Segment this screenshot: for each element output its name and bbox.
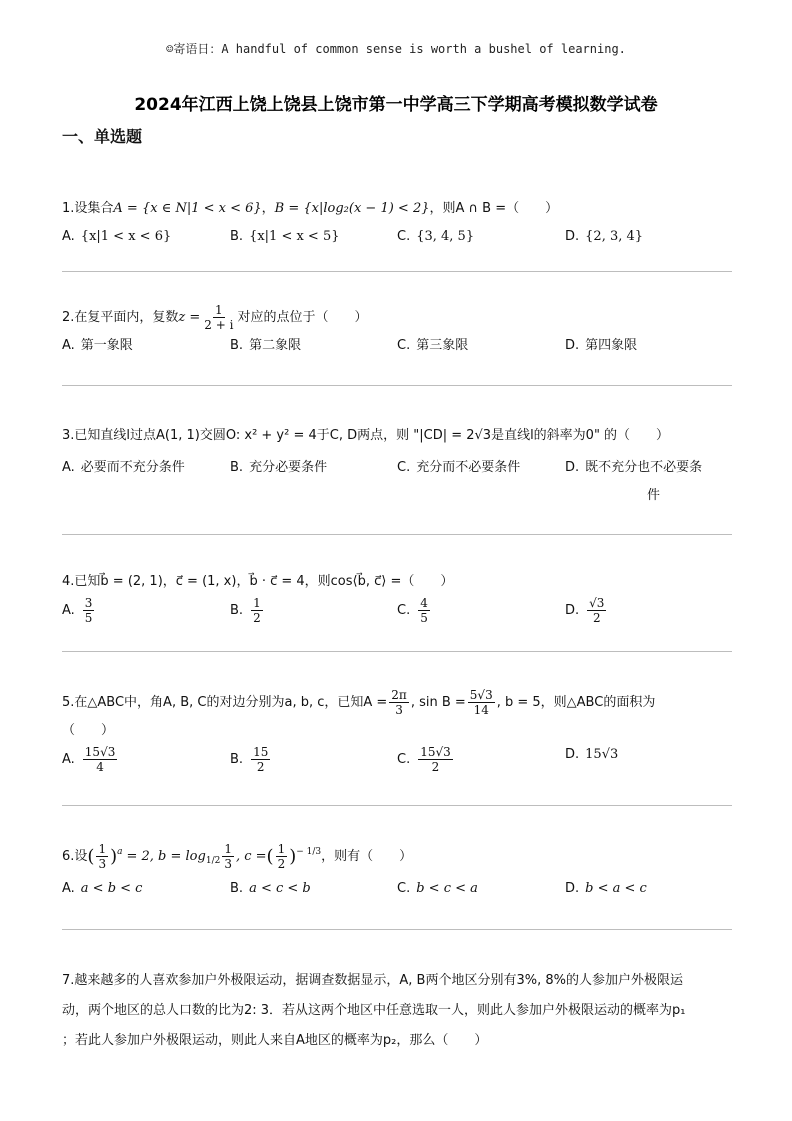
question-6-stem: 6.设 ( $\frac{1}{3}$ ) $^a$ = 2, b = log $_{1/2}$ $\frac{1}{3}$ , c = ( $\frac{1}{2}$ ) $^{- 1/3}$ ，则有（ ） <box>62 842 413 871</box>
option-d[interactable]: D. 15√3 <box>565 747 619 762</box>
question-1-stem: 1.设集合A = {x ∈ N|1 < x < 6}，B = {x|log₂(x − 1) < 2}，则A ∩ B =（ ） <box>62 201 559 216</box>
page-title: 2024年江西上饶上饶县上饶市第一中学高三下学期高考模拟数学试卷 <box>134 95 658 115</box>
option-b[interactable]: B. $\frac{1}{2}$ <box>230 596 261 625</box>
fraction: $\frac{1}{2 + i}$ <box>204 303 234 332</box>
divider <box>62 805 732 806</box>
option-c[interactable]: C. 充分而不必要条件 <box>397 460 521 475</box>
question-3-stem: 3.已知直线l过点A(1, 1)交圆O: x² + y² = 4于C, D两点，则 "|CD| = 2√3是直线l的斜率为0" 的（ ） <box>62 428 670 443</box>
question-5 <box>62 688 734 785</box>
question-7-line-2: 动，两个地区的总人口数的比为2: 3．若从这两个地区中任意选取一人，则此人参加户外极限运动的概率为p₁ <box>62 1003 686 1018</box>
option-c[interactable]: C. 第三象限 <box>397 338 469 353</box>
divider <box>62 651 732 652</box>
option-a[interactable]: A. {x|1 < x < 6} <box>62 229 172 244</box>
question-2 <box>62 303 734 366</box>
option-d[interactable]: D. b < a < c <box>565 881 647 896</box>
option-c[interactable]: C. b < c < a <box>397 881 478 896</box>
question-4-options <box>62 596 734 636</box>
question-5-stem: 5.在△ABC中，角A, B, C的对边分别为a, b, c，已知A = $\frac{2\pi}{3}$ , sin B = $\frac{5√3}{14}$ , b = 5，则△ABC的面积为 <box>62 688 656 717</box>
option-a[interactable]: A. $\frac{15√3}{4}$ <box>62 745 116 774</box>
option-b[interactable]: B. 充分必要条件 <box>230 460 328 475</box>
question-6 <box>62 842 734 909</box>
question-3-options <box>62 458 734 514</box>
question-1 <box>62 199 734 257</box>
option-d-continuation: 件 <box>647 488 661 503</box>
question-7 <box>62 966 734 1056</box>
option-a[interactable]: A. 必要而不充分条件 <box>62 460 185 475</box>
question-7-line-3: ；若此人参加户外极限运动，则此人来自A地区的概率为p₂，那么（ ） <box>62 1033 488 1048</box>
option-a[interactable]: A. a < b < c <box>62 881 143 896</box>
option-d[interactable]: D. $\frac{√3}{2}$ <box>565 596 605 625</box>
set-b: B = {x|log₂(x − 1) < 2} <box>274 201 430 216</box>
option-d[interactable]: D. {2, 3, 4} <box>565 229 644 244</box>
option-b[interactable]: B. 第二象限 <box>230 338 302 353</box>
motto: ☺寄语日：A handful of common sense is worth a bushel of learning. <box>166 42 626 56</box>
option-d[interactable]: D. 第四象限 <box>565 338 638 353</box>
option-b[interactable]: B. {x|1 < x < 5} <box>230 229 340 244</box>
option-c[interactable]: C. {3, 4, 5} <box>397 229 475 244</box>
question-7-line-1: 7.越来越多的人喜欢参加户外极限运动，据调查数据显示，A, B两个地区分别有3%, 8%的人参加户外极限运 <box>62 973 683 988</box>
question-5-stem-line2: （ ） <box>62 723 115 738</box>
divider <box>62 385 732 386</box>
divider <box>62 534 732 535</box>
question-3 <box>62 426 734 514</box>
question-4 <box>62 572 734 636</box>
divider <box>62 929 732 930</box>
option-b[interactable]: B. $\frac{15}{2}$ <box>230 745 269 774</box>
question-1-options <box>62 227 734 257</box>
option-c[interactable]: C. $\frac{15√3}{2}$ <box>397 745 451 774</box>
divider <box>62 271 732 272</box>
option-a[interactable]: A. 第一象限 <box>62 338 133 353</box>
option-a[interactable]: A. $\frac{3}{5}$ <box>62 596 93 625</box>
question-2-stem: 2.在复平面内，复数 z = $\frac{1}{2 + i}$ 对应的点位于（ ） <box>62 303 368 332</box>
question-6-options <box>62 879 734 909</box>
option-b[interactable]: B. a < c < b <box>230 881 311 896</box>
set-a: A = {x ∈ N|1 < x < 6} <box>113 201 262 216</box>
option-d[interactable]: D. 既不充分也不必要条 <box>565 460 703 475</box>
question-2-options <box>62 336 734 366</box>
question-5-options <box>62 745 734 785</box>
option-c[interactable]: C. $\frac{4}{5}$ <box>397 596 428 625</box>
question-4-stem: 4.已知b⃗ = (2, 1)，c⃗ = (1, x)，b⃗ · c⃗ = 4，则cos⟨b⃗, c⃗⟩ =（ ） <box>62 574 454 589</box>
section-heading: 一、单选题 <box>62 127 143 146</box>
